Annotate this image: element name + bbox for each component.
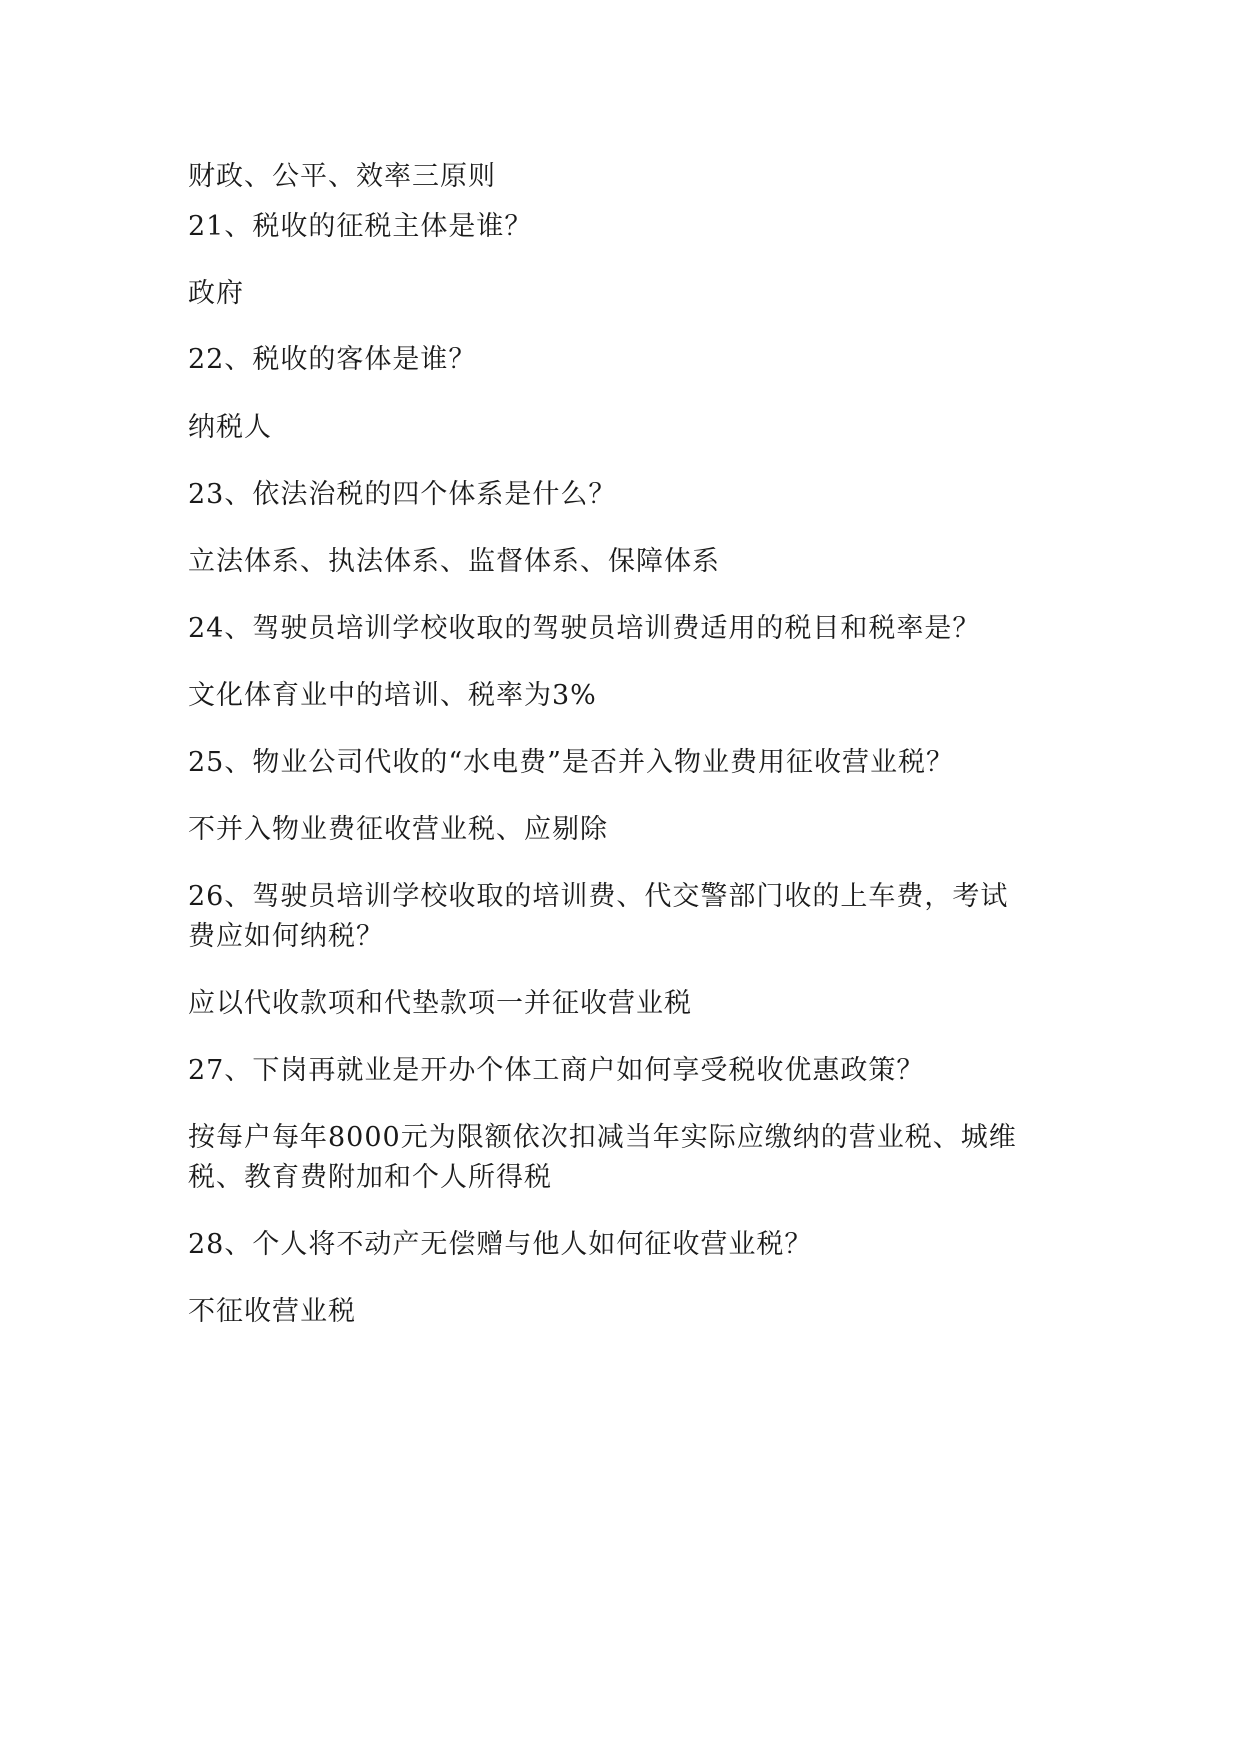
question-22: 22、税收的客体是谁？: [188, 344, 477, 375]
answer-text-continued: 税、教育费附加和个人所得税: [188, 1162, 552, 1193]
answer-text: 立法体系、执法体系、监督体系、保障体系: [188, 546, 720, 577]
question-28: 28、个人将不动产无偿赠与他人如何征收营业税？: [188, 1229, 813, 1260]
answer-text: 文化体育业中的培训、税率为3%: [188, 680, 597, 711]
answer-text: 政府: [188, 278, 244, 309]
question-23: 23、依法治税的四个体系是什么？: [188, 479, 617, 510]
answer-text: 财政、公平、效率三原则: [188, 161, 496, 192]
question-21: 21、税收的征税主体是谁？: [188, 211, 533, 242]
question-26: 26、驾驶员培训学校收取的培训费、代交警部门收的上车费，考试: [188, 881, 1009, 912]
question-26-continued: 费应如何纳税？: [188, 921, 384, 952]
question-27: 27、下岗再就业是开办个体工商户如何享受税收优惠政策？: [188, 1055, 925, 1086]
answer-text: 应以代收款项和代垫款项一并征收营业税: [188, 988, 692, 1019]
answer-text: 纳税人: [188, 412, 272, 443]
answer-text: 按每户每年8000元为限额依次扣减当年实际应缴纳的营业税、城维: [188, 1122, 1017, 1153]
question-25: 25、物业公司代收的“水电费”是否并入物业费用征收营业税？: [188, 747, 954, 778]
answer-text: 不征收营业税: [188, 1296, 356, 1327]
question-24: 24、驾驶员培训学校收取的驾驶员培训费适用的税目和税率是？: [188, 613, 981, 644]
answer-text: 不并入物业费征收营业税、应剔除: [188, 814, 608, 845]
